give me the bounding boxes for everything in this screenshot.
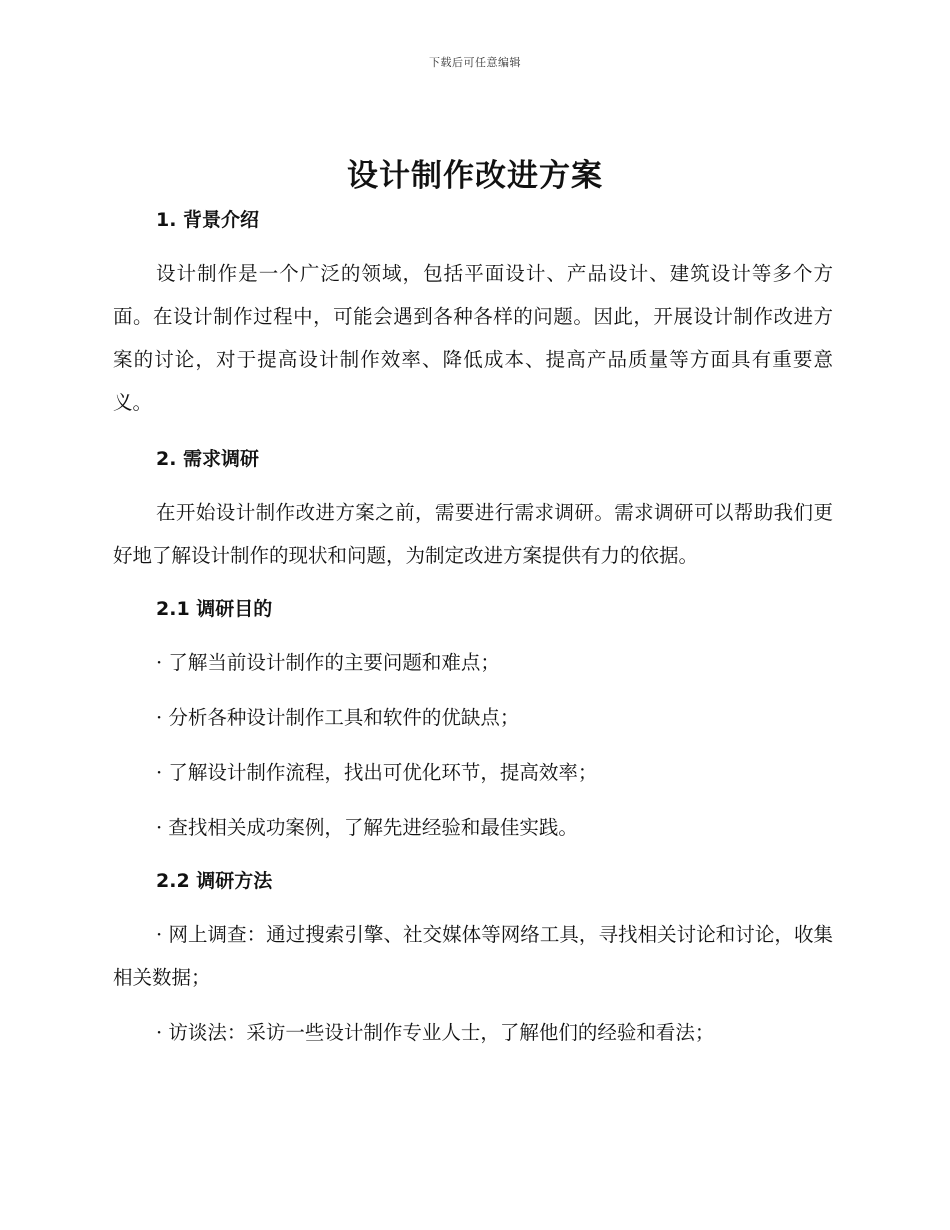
list-item: · 访谈法：采访一些设计制作专业人士，了解他们的经验和看法； xyxy=(156,1021,715,1044)
list-item: · 查找相关成功案例，了解先进经验和最佳实践。 xyxy=(156,816,578,839)
header-note: 下载后可任意编辑 xyxy=(429,56,521,69)
list-item: · 分析各种设计制作工具和软件的优缺点； xyxy=(156,706,520,729)
research-paragraph: 在开始设计制作改进方案之前，需要进行需求调研。需求调研可以帮助我们更好地了解设计制作的现状和问题，为制定改进方案提供有力的依据。 xyxy=(113,501,833,567)
document-title: 设计制作改进方案 xyxy=(347,158,603,194)
subsection-heading-purpose: 2.1 调研目的 xyxy=(156,598,273,620)
list-item: · 网上调查：通过搜索引擎、社交媒体等网络工具，寻找相关讨论和讨论，收集相关数据； xyxy=(113,923,833,989)
section-heading-background: 1. 背景介绍 xyxy=(156,209,260,231)
list-item: · 了解设计制作流程，找出可优化环节，提高效率； xyxy=(156,761,598,784)
section-heading-research: 2. 需求调研 xyxy=(156,448,260,470)
document-body xyxy=(113,200,833,1054)
list-item: · 了解当前设计制作的主要问题和难点； xyxy=(156,651,500,674)
background-paragraph: 设计制作是一个广泛的领域，包括平面设计、产品设计、建筑设计等多个方面。在设计制作过程中，可能会遇到各种各样的问题。因此，开展设计制作改进方案的讨论，对于提高设计制作效率、降低成本、提高产品质量等方面具有重要意义。 xyxy=(113,262,833,414)
subsection-heading-methods: 2.2 调研方法 xyxy=(156,870,273,892)
